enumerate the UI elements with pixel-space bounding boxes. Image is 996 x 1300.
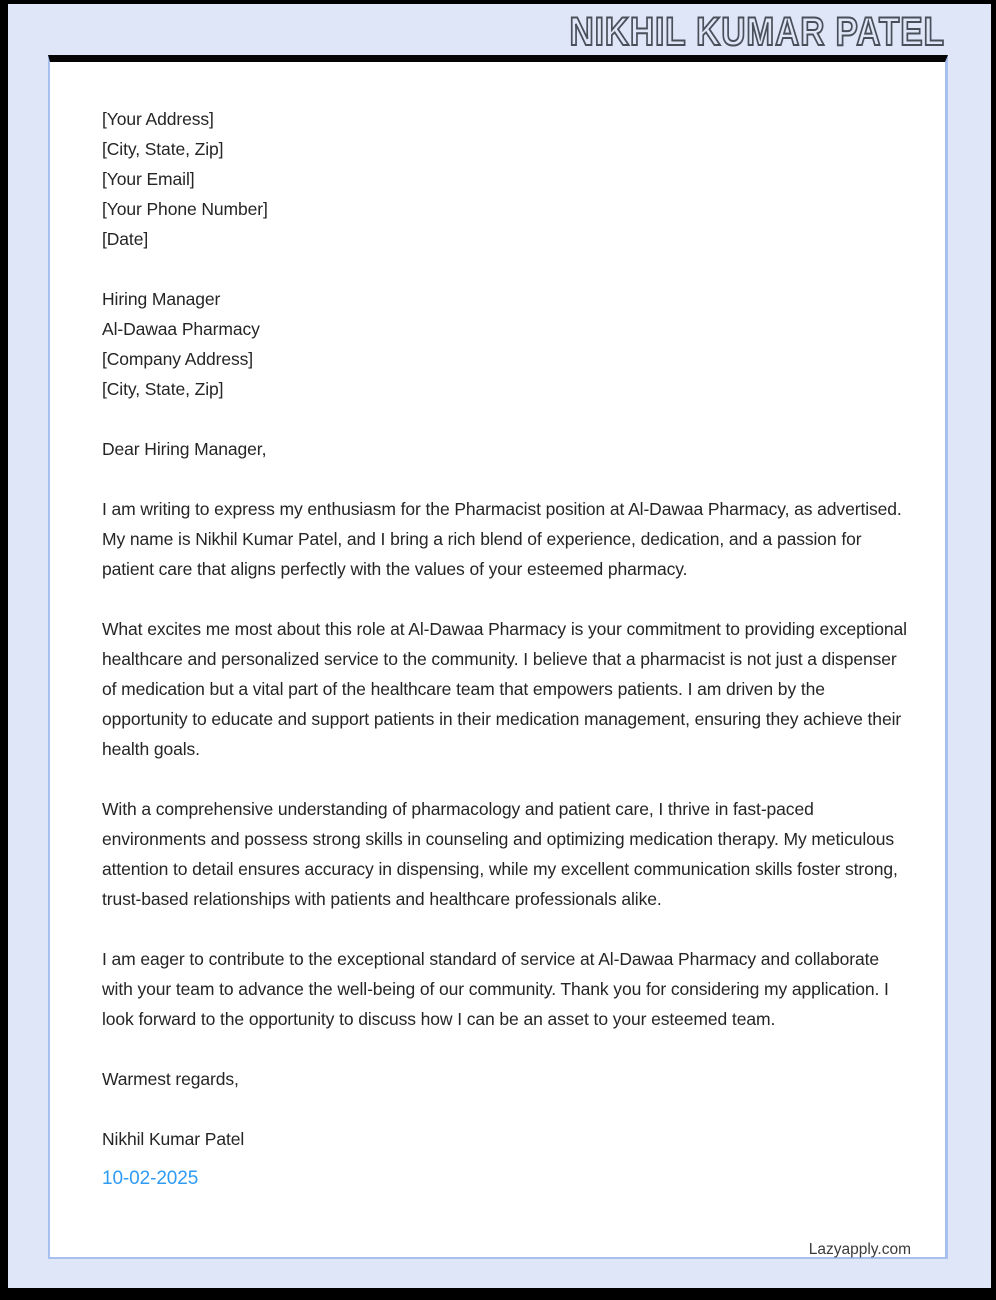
sender-date-line: [Date] [102, 229, 149, 249]
sender-address-line: [Your Address] [102, 109, 214, 129]
recipient-title-line: Hiring Manager [102, 289, 221, 309]
letter-sheet [48, 55, 948, 1259]
recipient-company-line: Al-Dawaa Pharmacy [102, 319, 260, 339]
salutation: Dear Hiring Manager, [102, 439, 267, 459]
header-candidate-name: NIKHIL KUMAR PATEL [569, 10, 945, 54]
recipient-city-line: [City, State, Zip] [102, 379, 224, 399]
sender-email-line: [Your Email] [102, 169, 195, 189]
sender-phone-line: [Your Phone Number] [102, 199, 268, 219]
letter-date: 10-02-2025 [102, 1168, 199, 1189]
signature-name: Nikhil Kumar Patel [102, 1129, 245, 1149]
body-paragraph-3: With a comprehensive understanding of pharmacology and patient care, I thrive in fast-paced environments and possess strong skills in counseling and optimizing medication therapy. My meticulous attention to detail ensures accuracy in dispensing, while my excellent communication skills foster strong, trust-based relationships with patients and healthcare professionals alike. [102, 799, 898, 909]
letter-content [50, 62, 930, 1194]
recipient-address-line: [Company Address] [102, 349, 254, 369]
lazyapply-watermark: Lazyapply.com [808, 1241, 911, 1258]
recipient-block [102, 284, 912, 404]
body-paragraph-4: I am eager to contribute to the exceptional standard of service at Al-Dawaa Pharmacy and collaborate with your team to advance the well-being of our community. Thank you for considering my application. I look forward to the opportunity to discuss how I can be an asset to your esteemed team. [102, 949, 889, 1029]
body-paragraph-2: What excites me most about this role at Al-Dawaa Pharmacy is your commitment to providing exceptional healthcare and personalized service to the community. I believe that a pharmacist is not just a dispenser of medication but a vital part of the healthcare team that empowers patients. I am driven by the opportunity to educate and support patients in their medication management, ensuring they achieve their health goals. [102, 619, 907, 759]
body-paragraph-1: I am writing to express my enthusiasm for the Pharmacist position at Al-Dawaa Pharmacy, as advertised. My name is Nikhil Kumar Patel, and I bring a rich blend of experience, dedication, and a passion for patient care that aligns perfectly with the values of your esteemed pharmacy. [102, 499, 902, 579]
sender-address-block [102, 104, 912, 254]
sender-city-line: [City, State, Zip] [102, 139, 224, 159]
closing-line: Warmest regards, [102, 1069, 239, 1089]
